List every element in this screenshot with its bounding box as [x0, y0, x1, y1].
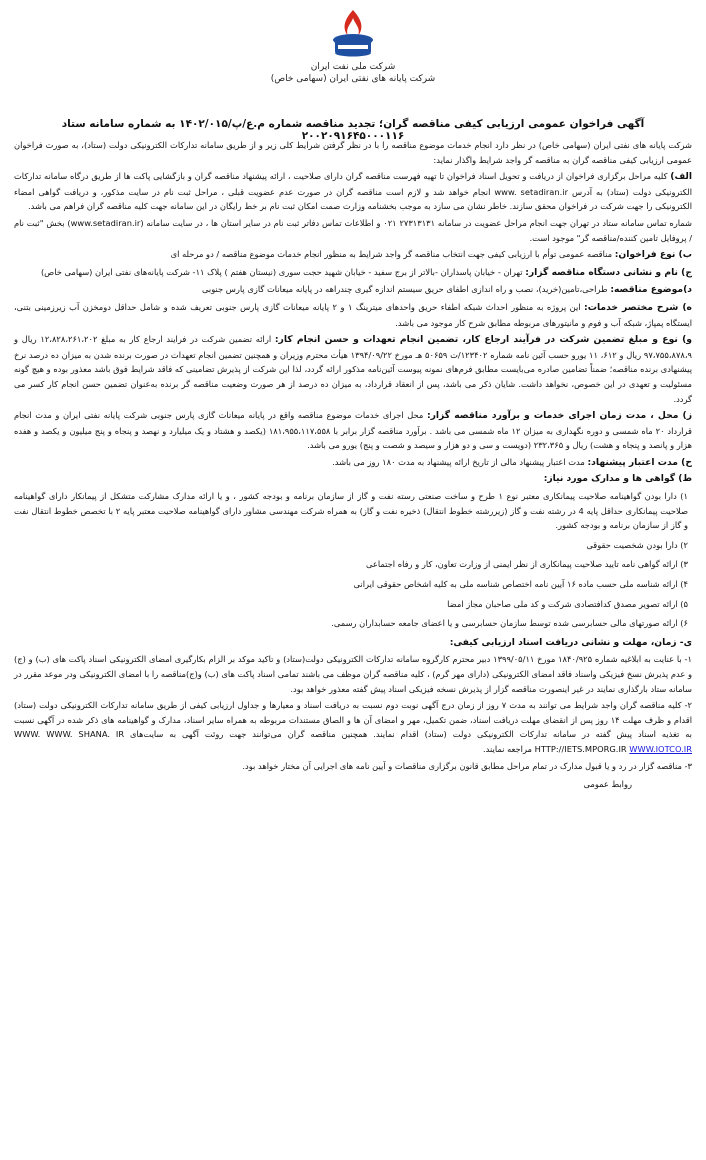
deadline-item-2 — [14, 698, 692, 756]
requirement-item-1: ۱) دارا بودن گواهینامه صلاحیت پیمانکاری معتبر نوع ۱ طرح و ساخت صنعتی رسته نفت و گاز از سازمان برنامه و بودجه کشور ، و یا ارائه مدارک مشارکت متشکل از پیمانکار دارای گواهینامه صلاحیت پیمانکاری حداقل پایه 4 در رشته نفت و گاز (زیررشته خطوط انتقال) ذخیره نفت و گاز) به همراه شرکت مهندسی مشاور دارای گواهینامه صلاحیت معتبر پایه ۲ با تخصص خطوط انتقال نفت و گاز از سازمان برنامه و بودجه کشور. — [14, 491, 689, 531]
section-vav-label: و) نوع و مبلغ تضمین شرکت در فرآیند ارجاع کار، تضمین انجام تعهدات و حسن انجام کار: — [274, 334, 692, 346]
requirement-item-6: ۶) ارائه صورتهای مالی حسابرسی شده توسط سازمان حسابرسی و یا اعضای جامعه حسابداران رسمی. — [331, 618, 688, 629]
section-vav-text: ارائه تضمین شرکت در فرایند ارجاع کار به مبلغ ۱۲،۸۲۸،۲۶۱،۲۰۲ ریال و ۹۷،۷۵۵،۸۷۸،۹ ریال و ۶۱۲، ۱۱ یورو حسب آئین نامه شماره ۱۲۳۴۰۲/ت ۵۰۶۵۹ هـ مورخ ۱۳۹۴/۰۹/۲۲ هیأت محترم وزیران و همچنین تضمین انجام تعهدات در صورت برنده شدن به میزان ده درصد نرخ پیشنهادی برنده مناقصه؛ ضمناً تضامین صادره می‌بایست مطابق فرم‌های نمونه پیوست آئین‌نامه مذکور ارائه گردد، لذا این شرکت از پذیرش تضامینی که فاقد شرایط فوق باشد معذور بوده و هیچ گونه مسئولیت و تعهدی در این خصوص، نخواهد داشت. شایان ذکر می باشد، پس از انعقاد قرارداد، به میزان ده درصد از هر صورت وضعیت مناقصه گر برنده به‌عنوان تضمین حسن انجام کار کسر می گردد. — [14, 334, 693, 404]
public-relations-signature: روابط عمومی — [583, 779, 632, 790]
section-dal-label: د)موضوع مناقصه: — [610, 284, 692, 296]
section-he2 — [14, 455, 692, 471]
section-alef-text: کلیه مراحل برگزاری فراخوان از دریافت و تحویل اسناد فراخوان تا تهیه فهرست مناقصه گران دارای صلاحیت ، ارائه پیشنهاد مناقصه گران و بازگشایی پاکت ها از طریق درگاه سامانه تدارکات الکترونیکی دولت (ستاد) به آدرس www. setadiran.ir انجام خواهد شد و لازم است مناقصه گران در صورت عدم عضویت قبلی ، مراحل ثبت نام در سایت مذکور، و دریافت گواهی امضاء الکترونیکی را جهت شرکت در فراخوان محقق سازند. خاطر نشان می سازد به موجب بخشنامه وزارت صمت امکان ثبت نام بر خط رایگان در این سامانه جهت کلیه مناقصه گران فراهم می باشد. — [14, 171, 692, 212]
section-be-text: مناقصه عمومی توأم با ارزیابی کیفی جهت انتخاب مناقصه گر واجد شرایط به منظور انجام خدمات موضوع مناقصه / دو مرحله ای — [170, 249, 613, 260]
org-name-line-2: شرکت پایانه های نفتی ایران (سهامی خاص) — [270, 74, 436, 84]
announcement-title: آگهی فراخوان عمومی ارزیابی کیفی مناقصه گران؛ تجدید مناقصه شماره م.ع/پ/۱۴۰۲/۰۱۵ به شماره سامانه ستاد ۲۰۰۲۰۹۱۶۴۵۰۰۰۱۱۶ — [61, 118, 645, 142]
intro-paragraph: شرکت پایانه های نفتی ایران (سهامی خاص) در نظر دارد انجام خدمات موضوع مناقصه را با در نظر گرفتن شرایط کلی زیر و از طریق سامانه تدارکات الکترونیکی دولت (ستاد)، به صورت فراخوان عمومی ارزیابی کیفی مناقصه گران به مناقصه گر واجد شرایط واگذار نماید: — [14, 140, 692, 165]
section-jim-label: ج) نام و نشانی دستگاه مناقصه گزار: — [525, 266, 692, 278]
section-ze-label: ز) محل ، مدت زمان اجرای خدمات و برآورد مناقصه گزار: — [426, 410, 693, 422]
requirement-item-3: ۳) ارائه گواهی نامه تایید صلاحیت پیمانکاری از نظر ایمنی از وزارت تعاون، کار و رفاه اجتماعی — [365, 559, 688, 570]
section-he-text: این پروژه به منظور احداث شبکه اطفاء حریق واحدهای میترینگ ۱ و ۲ پایانه میعانات گازی پارس جنوبی تعریف شده و شامل حداقل دومخزن آب زیرزمینی بتنی، ایستگاه پمپاژ، شبکه آب و فوم و مانیتورهای مربوطه مطابق شرح کار موجود می باشد. — [14, 301, 692, 328]
section-jim — [14, 265, 692, 281]
section-he2-text: مدت اعتبار پیشنهاد مالی از تاریخ ارائه پیشنهاد به مدت ۱۸۰ روز می باشد. — [332, 456, 585, 467]
section-dal-text: طراحی،تامین(خرید)، نصب و راه اندازی اطفای حریق سیستم اندازه گیری چندراهه در پایانه میعانات گازی پارس جنوبی — [201, 284, 608, 295]
org-name-line-1: شرکت ملی نفت ایران — [310, 62, 396, 72]
requirement-item-4: ۴) ارائه شناسه ملی حسب ماده ۱۶ آیین نامه اختصاص شناسه ملی به کلیه اشخاص حقوقی ایرانی — [353, 579, 688, 590]
deadline-item-2-text: ۲- کلیه مناقصه گران واجد شرایط می توانند به مدت ۷ روز از زمان درج آگهی نوبت دوم نسبت به دریافت اسناد و معیارها و جداول ارزیابی کیفی از طریق سامانه تدارکات الکترونیکی دولت (ستاد) اقدام و ظرف مهلت ۱۴ روز پس از انقضای مهلت دریافت اسناد، ضمن تکمیل، مهر و امضای آن ها و الصاق مستندات مربوطه به همراه سایر اسناد، مدارک و گواهینامه های ذکر شده در آگهی نسبت به تغذیه اسناد پیش گفته در سامانه تدارکات الکترونیکی دولت (ستاد) اقدام نمایند. همچنین مناقصه گران می‌توانند جهت روئت آگهی به سایت‌های — [14, 700, 692, 740]
sites-suffix: مراجعه نمایند. — [483, 743, 532, 754]
contact-paragraph: شماره تماس سامانه ستاد در تهران جهت انجام مراحل عضویت در سامانه ۲۷۳۱۳۱۳۱ ۰۲۱ و اطلاعات تماس دفاتر ثبت نام در سایر استان ها ، در سایت سامانه (www.setadiran.ir) بخش "ثبت نام / پروفایل تامین کننده/مناقصه گر" موجود است. — [14, 217, 692, 243]
deadline-item-3: ۳- مناقصه گزار در رد و یا قبول مدارک در تمام مراحل مطابق قانون برگزاری مناقصات و آیین نامه های اجرایی آن مختار خواهد بود. — [242, 760, 692, 771]
section-jim-text: تهران - خیابان پاسداران -بالاتر از برج سفید - خیابان شهید حجت سوری (نیستان هفتم ) پلاک ۱۱- شرکت پایانه‌های نفتی ایران (سهامی خاص) — [40, 266, 523, 277]
section-ya-heading: ی- زمان، مهلت و نشانی دریافت اسناد ارزیابی کیفی: — [449, 636, 692, 648]
iotco-link[interactable]: WWW.IOTCO.IR — [629, 743, 692, 754]
requirement-item-5: ۵) ارائه تصویر مصدق کدافتصادی شرکت و کد ملی صاحبان مجاز امضا — [447, 598, 688, 609]
section-dal — [14, 282, 692, 298]
section-be — [14, 247, 692, 263]
iets-site[interactable]: HTTP://IETS.MPORG.IR — [534, 743, 627, 754]
deadline-item-1: ۱- با عنایت به ابلاغیه شماره ۱۸۴۰/۹۲۵ مورخ ۱۳۹۹/۰۵/۱۱ دبیر محترم کارگروه سامانه تدارکات الکترونیکی دولت(ستاد) و تاکید موکد بر الزام بکارگیری امضای الکترونیکی اسناد پاکت های (ب) و (ج) و عدم پذیرش نسخ فیزیکی واسناد فاقد امضای الکترونیکی (دارای مهر گرم) ، کلیه مناقصه گران موظف می باشند تمامی اسناد پاکت های (ب) و(ج)مناقصه را با امضای الکترونیکی ودر موعد مقرر در سامانه ستاد بارگذاری نمایند در غیر اینصورت مناقصه گزار از پذیرش نسخه فیزیکی اسناد پیش گفته معذور خواهد بود. — [14, 654, 692, 694]
www-prefix: WWW. — [14, 729, 41, 740]
section-alef-label: الف) — [670, 171, 693, 183]
section-alef — [14, 169, 692, 214]
section-he — [14, 300, 692, 330]
shana-site[interactable]: WWW. SHANA. IR — [46, 729, 125, 740]
section-be-label: ب) نوع فراخوان: — [614, 249, 692, 261]
requirement-item-2: ۲) دارا بودن شخصیت حقوقی — [586, 539, 688, 550]
section-he-label: ه) شرح مختصر خدمات: — [584, 301, 692, 313]
section-ze-text: محل اجرای خدمات موضوع مناقصه واقع در پایانه میعانات گازی پارس جنوبی شرکت پایانه نفتی ایران و مدت انجام قرارداد ۲۰ ماه شمسی و دوره نگهداری به میزان ۱۲ ماه شمسی می باشد . برآورد مناقصه گزار برابر با ۱۸۱،۹۵۵،۱۱۷،۵۵۸ (یکصد و هشتاد و یک میلیارد و نهصد و پنجاه و پنج میلیون و یکصد و هفده هزار و پانصد و پنجاه و هشت) ریال و ۲۳۲،۳۶۵ (دویست و سی و دو هزار و سیصد و شصت و پنج) یورو می باشد. — [14, 410, 692, 451]
section-he2-label: ح) مدت اعتبار پیشنهاد: — [587, 456, 692, 468]
section-vav — [14, 332, 692, 406]
section-ta-heading: ط) گواهی ها و مدارک مورد نیاز: — [543, 473, 692, 485]
section-ze — [14, 408, 692, 453]
announcement-body — [14, 138, 692, 794]
